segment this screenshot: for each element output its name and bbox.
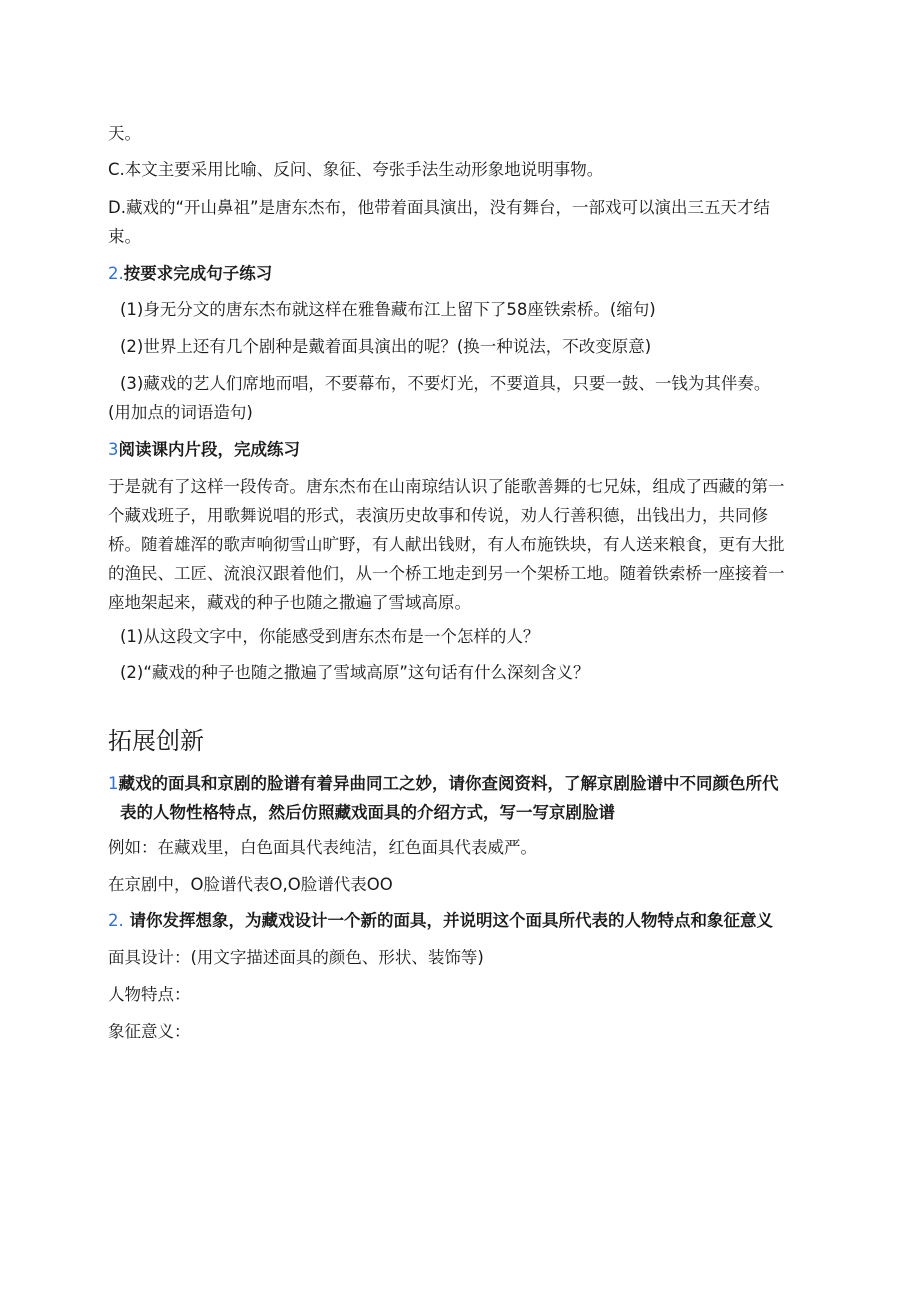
extension-2-heading (108, 911, 808, 931)
passage-line: 个藏戏班子，用歌舞说唱的形式，表演历史故事和传说，劝人行善积德，出钱出力，共同修 (108, 506, 768, 525)
passage-line: 的渔民、工匠、流浪汉跟着他们，从一个桥工地走到另一个架桥工地。随着铁索桥一座接着一 (108, 564, 785, 583)
q2-item-3-line1: (3)藏戏的艺人们席地而唱，不要幕布，不要灯光，不要道具，只要一鼓、一钱为其伴奏。 (120, 374, 771, 393)
section-title: 拓展创新 (108, 727, 204, 755)
question-title: 按要求完成句子练习 (123, 264, 273, 283)
q3-item-2: (2)“藏戏的种子也随之撒遍了雪域高原”这句话有什么深刻含义？ (120, 663, 590, 682)
reading-passage (108, 472, 808, 617)
question-2-heading (108, 264, 808, 284)
option-c: C.本文主要采用比喻、反问、象征、夸张手法生动形象地说明事物。 (108, 160, 604, 179)
passage-line: 座地架起来，藏戏的种子也随之撒遍了雪域高原。 (108, 593, 471, 612)
question-number: 1 (108, 774, 119, 793)
example-text: 例如：在藏戏里，白色面具代表纯洁，红色面具代表威严。 (108, 838, 537, 857)
mask-design-prompt: 面具设计：(用文字描述面具的颜色、形状、装饰等) (108, 948, 484, 967)
question-number: 2. (108, 911, 124, 930)
passage-line: 于是就有了这样一段传奇。唐东杰布在山南琼结认识了能歌善舞的七兄妹，组成了西藏的第一 (108, 477, 785, 496)
option-d-line2: 束。 (108, 227, 141, 246)
text-line: 天。 (108, 124, 141, 143)
question-number: 3 (108, 440, 119, 459)
extension-1-heading-line2: 表的人物性格特点，然后仿照藏戏面具的介绍方式，写一写京剧脸谱 (120, 803, 615, 822)
q2-item-3-line2: (用加点的词语造句) (108, 403, 253, 422)
question-3-heading (108, 440, 808, 460)
question-number: 2. (108, 264, 124, 283)
extension-1-heading-line1 (108, 774, 808, 794)
passage-line: 桥。随着雄浑的歌声响彻雪山旷野，有人献出钱财，有人布施铁块，有人送来粮食，更有大批 (108, 535, 785, 554)
option-d-line1: D.藏戏的“开山鼻祖”是唐东杰布，他带着面具演出，没有舞台，一部戏可以演出三五天才结 (108, 198, 771, 217)
q2-item-1: (1)身无分文的唐东杰布就这样在雅鲁藏布江上留下了58座铁索桥。(缩句) (120, 300, 656, 319)
q2-item-2: (2)世界上还有几个剧种是戴着面具演出的呢？(换一种说法，不改变原意) (120, 337, 652, 356)
character-traits-prompt: 人物特点： (108, 985, 191, 1004)
question-title: 阅读课内片段，完成练习 (118, 440, 300, 459)
symbolic-meaning-prompt: 象征意义： (108, 1022, 191, 1041)
question-title: 藏戏的面具和京剧的脸谱有着异曲同工之妙，请你查阅资料，了解京剧脸谱中不同颜色所代 (118, 774, 779, 793)
q3-item-1: (1)从这段文字中，你能感受到唐东杰布是一个怎样的人？ (120, 627, 540, 646)
question-title: 请你发挥想象，为藏戏设计一个新的面具，并说明这个面具所代表的人物特点和象征意义 (123, 911, 773, 930)
fill-blank-text: 在京剧中，O脸谱代表O,O脸谱代表OO (108, 875, 393, 894)
